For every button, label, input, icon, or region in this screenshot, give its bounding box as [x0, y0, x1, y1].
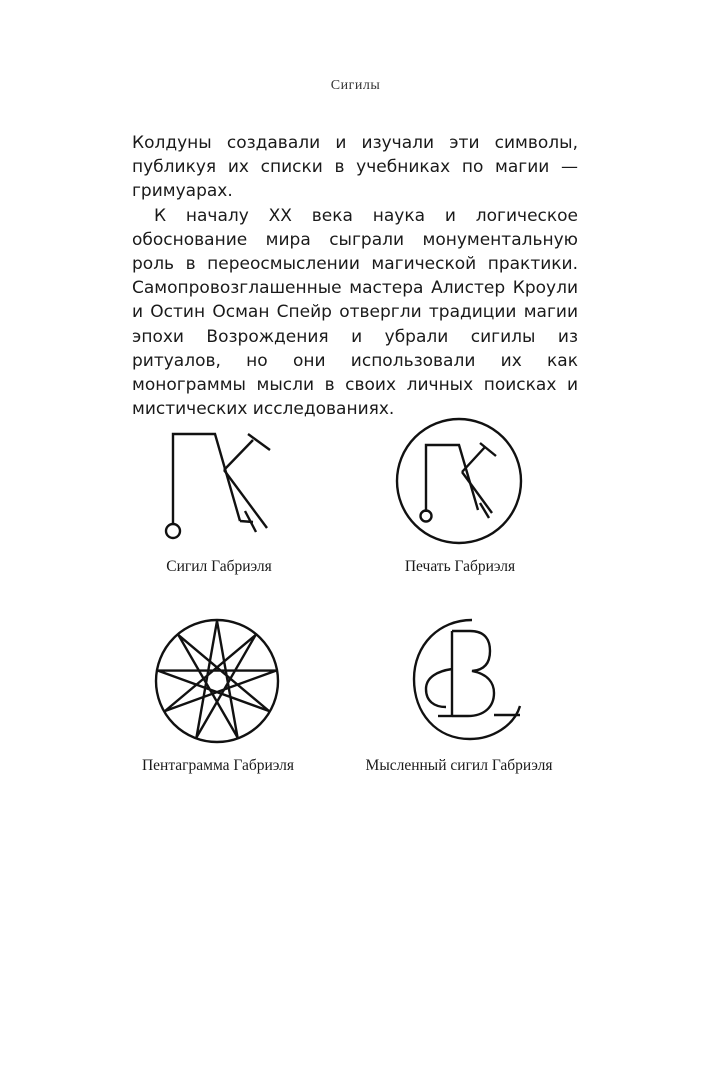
gabriel-seal-icon	[392, 415, 532, 550]
figure-caption-star: Пентаграмма Габриэля	[141, 757, 295, 774]
figure-caption-sigil: Сигил Габриэля	[166, 558, 272, 575]
gabriel-sigil-icon	[150, 420, 290, 545]
running-title: Сигилы	[330, 78, 381, 93]
paragraph-2: К началу XX века наука и логическое обоснование мира сыграли монументальную роль в переосмыслении магической практики. Самопровозглашенные мастера Алистер Кроули и Остин Осман Спейр отвергли традиции магии эпохи Возрождения и убрали сигилы из ритуалов, но они использовали их как монограммы мысли в своих личных поисках и мистических исследованиях.	[132, 205, 578, 420]
paragraph-1: Колдуны создавали и изучали эти символы, публикуя их списки в учебниках по магии — гримуарах.	[132, 133, 578, 202]
figure-caption-seal: Печать Габриэля	[404, 558, 516, 575]
body-text	[132, 131, 578, 421]
gabriel-star-icon	[150, 615, 285, 750]
gabriel-thought-sigil-icon	[410, 615, 535, 750]
figure-caption-thought-sigil: Мысленный сигил Габриэля	[365, 757, 553, 774]
